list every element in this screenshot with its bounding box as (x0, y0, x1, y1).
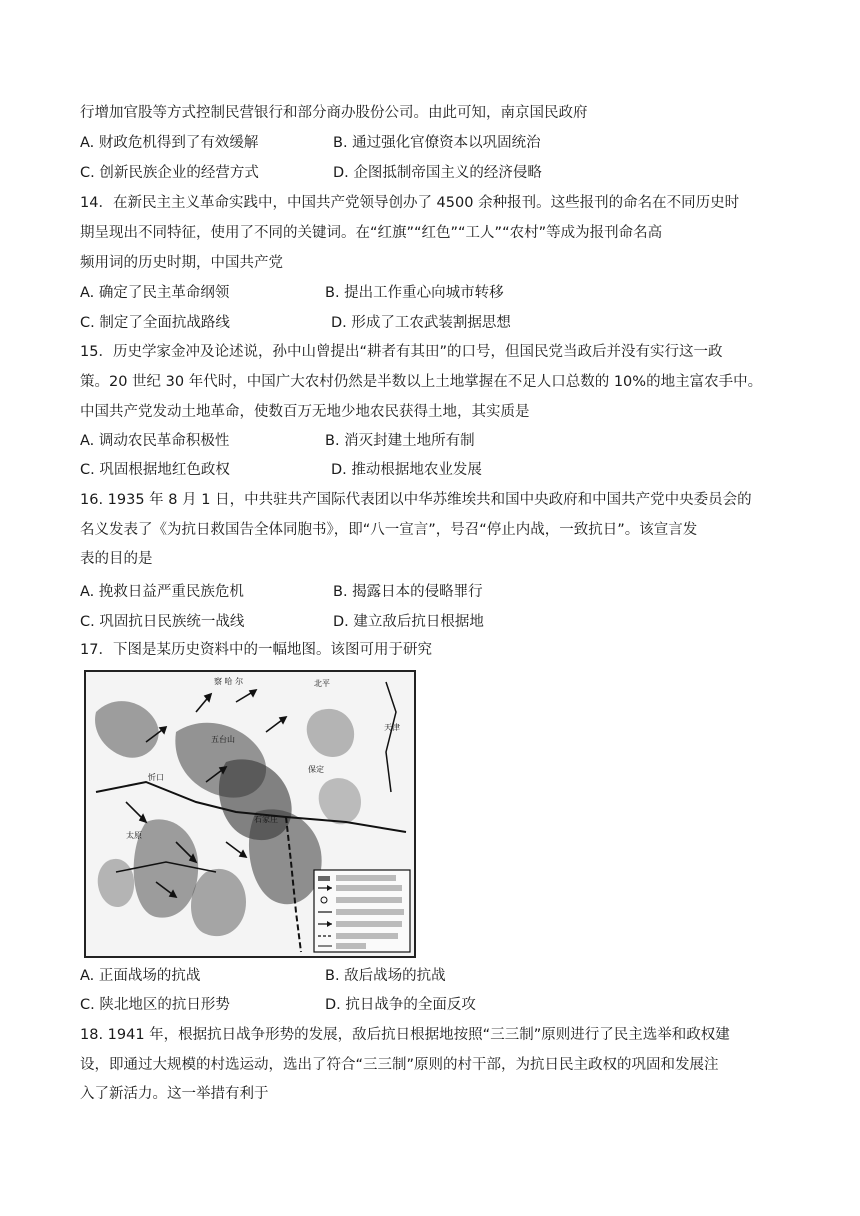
q17-option-c: C. 陕北地区的抗日形势 (80, 997, 230, 1013)
q14-option-a: A. 确定了民主革命纲领 (80, 285, 230, 301)
map-legend (314, 870, 410, 952)
map-label-tianjin: 天津 (384, 723, 400, 732)
q15-option-d: D. 推动根据地农业发展 (331, 462, 482, 478)
q15-stem-line-3: 中国共产党发动土地革命，使数百万无地少地农民获得土地，其实质是 (80, 404, 530, 420)
q14-option-b: B. 提出工作重心向城市转移 (325, 285, 504, 301)
q13-option-b: B. 通过强化官僚资本以巩固统治 (333, 135, 541, 151)
map-label-beiping: 北平 (314, 679, 330, 688)
map-label-baoding: 保定 (308, 765, 324, 774)
q13-option-c: C. 创新民族企业的经营方式 (80, 165, 259, 181)
q16-stem-line-1: 16. 1935 年 8 月 1 日，中共驻共产国际代表团以中华苏维埃共和国中央政府和中国共产党中央委员会的 (80, 492, 752, 508)
q16-option-d: D. 建立敌后抗日根据地 (333, 614, 484, 630)
map-label-shijiazhuang: 石家庄 (254, 815, 278, 824)
historical-map-figure (84, 670, 416, 958)
q13-option-d: D. 企图抵制帝国主义的经济侵略 (333, 165, 542, 181)
q13-option-a: A. 财政危机得到了有效缓解 (80, 135, 259, 151)
q16-stem-line-3: 表的目的是 (80, 551, 153, 567)
q14-stem-line-2: 期呈现出不同特征，使用了不同的关键词。在“红旗”“红色”“工人”“农村”等成为报刊命名高 (80, 225, 663, 241)
q17-option-b: B. 敌后战场的抗战 (325, 968, 446, 984)
q14-option-c: C. 制定了全面抗战路线 (80, 315, 230, 331)
q15-stem-line-2: 策。20 世纪 30 年代时，中国广大农村仍然是半数以上土地掌握在不足人口总数的 10%的地主富农手中。 (80, 374, 763, 390)
q18-stem-line-3: 入了新活力。这一举措有利于 (80, 1086, 269, 1102)
q14-stem-line-1: 14．在新民主主义革命实践中，中国共产党领导创办了 4500 余种报刊。这些报刊的命名在不同历史时 (80, 195, 740, 211)
q15-stem-line-1: 15．历史学家金冲及论述说，孙中山曾提出“耕者有其田”的口号，但国民党当政后并没有实行这一政 (80, 344, 723, 360)
map-label-top: 察 哈 尔 (214, 677, 244, 686)
map-label-wutaishan: 五台山 (211, 735, 235, 744)
map-label-taiyuan: 太原 (126, 831, 142, 840)
q15-option-c: C. 巩固根据地红色政权 (80, 462, 230, 478)
q18-stem-line-2: 设，即通过大规模的村选运动，选出了符合“三三制”原则的村干部，为抗日民主政权的巩固和发展注 (80, 1057, 719, 1073)
q16-option-b: B. 揭露日本的侵略罪行 (333, 584, 483, 600)
map-label-xinkou: 忻口 (148, 773, 164, 782)
q16-stem-line-2: 名义发表了《为抗日救国告全体同胞书》，即“八一宣言”，号召“停止内战，一致抗日”。该宣言发 (80, 522, 698, 538)
map-svg (86, 672, 414, 956)
q15-option-b: B. 消灭封建土地所有制 (325, 433, 475, 449)
q14-stem-line-3: 频用词的历史时期，中国共产党 (80, 255, 283, 271)
q15-option-a: A. 调动农民革命积极性 (80, 433, 230, 449)
q16-option-c: C. 巩固抗日民族统一战线 (80, 614, 245, 630)
q14-option-d: D. 形成了工农武装割据思想 (331, 315, 511, 331)
q17-stem: 17．下图是某历史资料中的一幅地图。该图可用于研究 (80, 642, 432, 658)
q18-stem-line-1: 18. 1941 年，根据抗日战争形势的发展，敌后抗日根据地按照“三三制”原则进行了民主选举和政权建 (80, 1027, 730, 1043)
q13-stem-continuation: 行增加官股等方式控制民营银行和部分商办股份公司。由此可知，南京国民政府 (80, 105, 588, 121)
q17-option-d: D. 抗日战争的全面反攻 (325, 997, 476, 1013)
q17-option-a: A. 正面战场的抗战 (80, 968, 201, 984)
q16-option-a: A. 挽救日益严重民族危机 (80, 584, 244, 600)
